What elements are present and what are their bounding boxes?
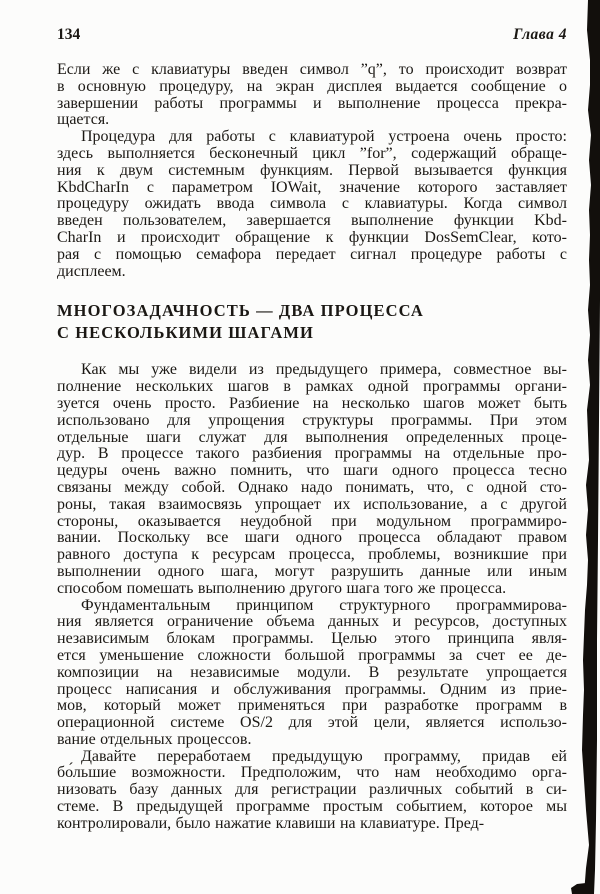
text-line: роны, такая взаимосвязь упрощает их использование, а с другой: [57, 495, 567, 513]
page-header: [57, 26, 567, 44]
text-line: низовать базу данных для регистрации различных событий в си-: [57, 781, 567, 799]
paragraph: [57, 129, 567, 280]
text-line: процесс написания и обслуживания программы. Одним из прие-: [57, 680, 567, 698]
text-line: отдельные шаги служат для выполнения определенных проце-: [57, 428, 567, 446]
text-line: контролировали, было нажатие клавиши на клавиатуре. Пред-: [57, 814, 485, 832]
text-line: бо́льшие возможности. Предположим, что нам необходимо орга-: [57, 764, 567, 782]
text-line: цедуры очень важно помнить, что шаги одного процесса тесно: [57, 462, 567, 480]
text-line: стороны, оказывается неудобной при модульном программиро-: [57, 512, 567, 530]
text-line: способом помешать выполнению другого шага того же процесса.: [57, 579, 507, 597]
text-line: связаны между собой. Однако надо понимать, что, с одной сто-: [57, 478, 567, 496]
text-line: ется уменьшение сложности большой программы за счет ее де-: [57, 646, 567, 664]
text-line: щается.: [57, 111, 110, 129]
text-line: зуется очень просто. Разбиение на несколько шагов может быть: [57, 394, 567, 412]
text-line: здесь выполняется бесконечный цикл ”for”, содержащий обраще-: [57, 144, 567, 162]
text-line: ния является ограничение объема данных и ресурсов, доступных: [57, 613, 567, 631]
paragraph: [57, 362, 567, 597]
heading-line: МНОГОЗАДАЧНОСТЬ — ДВА ПРОЦЕССА: [57, 301, 424, 321]
text-line: Давайте переработаем предыдущую программу, придав ей: [81, 747, 567, 765]
text-line: ния к двум системным функциям. Первой вызывается функция: [57, 161, 567, 179]
text-line: вании. Поскольку все шаги одного процесса обладают правом: [57, 529, 567, 547]
text-line: Как мы уже видели из предыдущего примера, совместное вы-: [81, 361, 567, 379]
text-line: дисплеем.: [57, 262, 126, 280]
paragraph: [57, 749, 567, 833]
heading-line: С НЕСКОЛЬКИМИ ШАГАМИ: [57, 323, 314, 343]
section-heading: [57, 300, 567, 344]
text-line: CharIn и происходит обращение к функции DosSemClear, кото-: [57, 228, 567, 246]
text-line: KbdCharIn с параметром IOWait, значение которого заставляет: [57, 178, 567, 196]
page-number: 134: [57, 26, 81, 43]
text-line: операционной системе OS/2 для этой цели, является использо-: [57, 714, 567, 732]
text-line: завершении работы программы и выполнение процесса прекра-: [57, 94, 567, 112]
text-line: независимым блокам программы. Целью этого принципа явля-: [57, 630, 567, 648]
text-line: процедуру ожидать ввода символа с клавиатуры. Когда символ: [57, 195, 567, 213]
text-line: полнение нескольких шагов в рамках одной программы органи-: [57, 378, 567, 396]
text-line: Если же с клавиатуры введен символ ”q”, то происходит возврат: [57, 61, 567, 78]
scan-edge-strip: [582, 0, 600, 894]
paragraph: [57, 62, 567, 129]
text-line: Процедура для работы с клавиатурой устроена очень просто:: [81, 128, 567, 146]
chapter-label: Глава 4: [513, 26, 567, 43]
page-body: [57, 62, 567, 833]
text-line: равного доступа к ресурсам процесса, проблемы, возникшие при: [57, 546, 567, 564]
text-line: Фундаментальным принципом структурного программирова-: [81, 596, 567, 614]
text-line: вание отдельных процессов.: [57, 730, 252, 748]
scan-edge-artifact: [570, 0, 600, 894]
text-line: рая с помощью семафора передает сигнал процедуре работы с: [57, 245, 567, 263]
text-line: в основную процедуру, на экран дисплея выдается сообщение о: [57, 77, 567, 95]
text-line: выполнении одного шага, могут разрушить данные или иным: [57, 562, 567, 580]
text-line: дур. В процессе такого разбиения программы на отдельные про-: [57, 445, 567, 463]
paragraph: [57, 598, 567, 749]
text-line: стеме. В предыдущей программе простым событием, которое мы: [57, 798, 567, 816]
text-line: введен пользователем, завершается выполнение функции Kbd-: [57, 212, 567, 230]
text-line: мов, который может применяться при разработке программ в: [57, 697, 567, 715]
text-line: использовано для упрощения структуры программы. При этом: [57, 411, 567, 429]
scan-corner-blob: [571, 883, 594, 894]
text-line: композиции на независимые модули. В результате упрощается: [57, 663, 567, 681]
